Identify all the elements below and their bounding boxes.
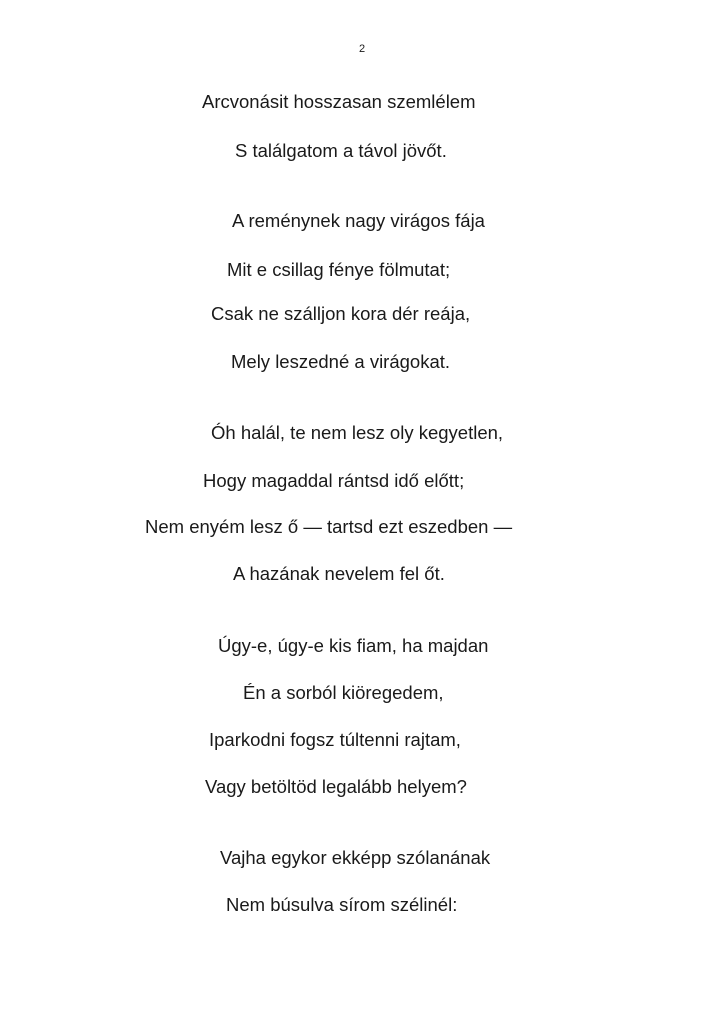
poem-line: Mit e csillag fénye fölmutat; [227, 259, 451, 280]
poem-line: Arcvonásit hosszasan szemlélem [202, 91, 476, 112]
poem-line: Én a sorból kiöregedem, [243, 682, 444, 703]
poem-line: Nem enyém lesz ő — tartsd ezt eszedben — [145, 516, 513, 537]
poem-line: Iparkodni fogsz túltenni rajtam, [209, 729, 461, 750]
poem-line: Óh halál, te nem lesz oly kegyetlen, [211, 422, 504, 443]
poem-line: Vagy betöltöd legalább helyem? [205, 776, 467, 797]
poem-line: A hazának nevelem fel őt. [233, 563, 445, 584]
poem-line: A reménynek nagy virágos fája [232, 210, 485, 231]
poem-line: Hogy magaddal rántsd idő előtt; [203, 470, 465, 491]
poem-line: Úgy-e, úgy-e kis fiam, ha majdan [218, 635, 489, 656]
poem-line: Mely leszedné a virágokat. [231, 351, 451, 372]
poem-line: Nem búsulva sírom szélinél: [226, 894, 458, 915]
page-number: 2 [358, 43, 366, 55]
poem-line: S találgatom a távol jövőt. [235, 140, 447, 161]
poem-line: Vajha egykor ekképp szólanának [220, 847, 491, 868]
poem-line: Csak ne szálljon kora dér reája, [211, 303, 471, 324]
